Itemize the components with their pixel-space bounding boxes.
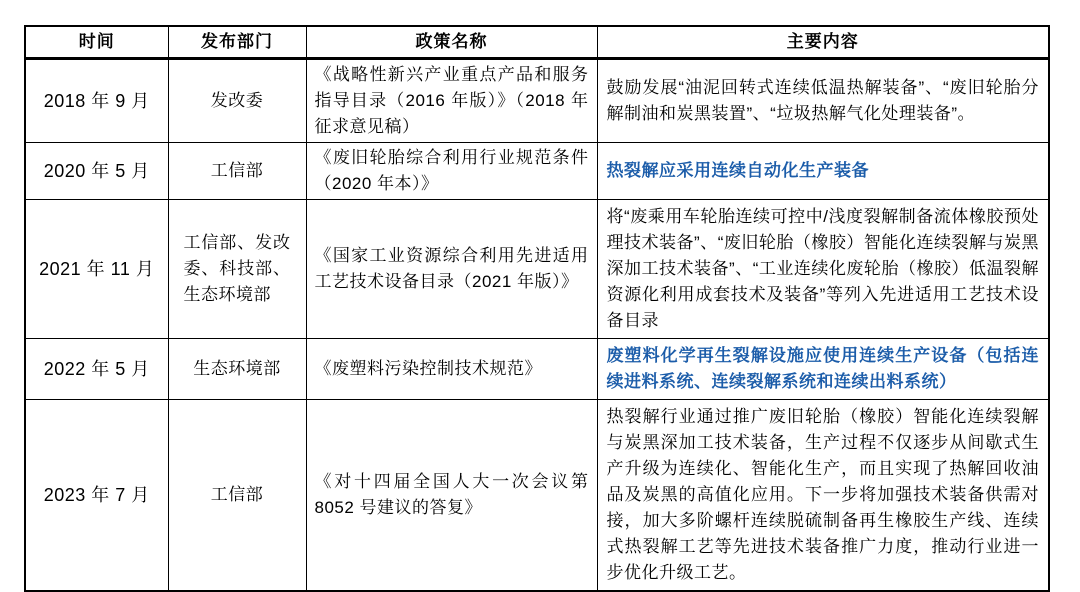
cell-content: 热裂解应采用连续自动化生产装备 — [597, 142, 1049, 199]
cell-time: 2018 年 9 月 — [25, 58, 168, 142]
cell-content: 将“废乘用车轮胎连续可控中/浅度裂解制备流体橡胶预处理技术装备”、“废旧轮胎（橡胶）智能化连续裂解与炭黑深加工技术装备”、“工业连续化废轮胎（橡胶）低温裂解资源化利用成套技术及装备”等列入先进适用工艺技术设备目录 — [597, 199, 1049, 338]
table-row — [25, 142, 1049, 199]
cell-content: 废塑料化学再生裂解设施应使用连续生产设备（包括连续进料系统、连续裂解系统和连续出料系统） — [597, 338, 1049, 399]
cell-dept: 工信部 — [168, 399, 306, 591]
cell-content: 鼓励发展“油泥回转式连续低温热解装备”、“废旧轮胎分解制油和炭黑装置”、“垃圾热解气化处理装备”。 — [597, 58, 1049, 142]
table-row — [25, 199, 1049, 338]
cell-dept: 生态环境部 — [168, 338, 306, 399]
cell-time: 2020 年 5 月 — [25, 142, 168, 199]
cell-policy: 《国家工业资源综合利用先进适用工艺技术设备目录（2021 年版）》 — [306, 199, 597, 338]
header-cell-content: 主要内容 — [597, 26, 1049, 58]
header-cell-time: 时间 — [25, 26, 168, 58]
cell-policy: 《战略性新兴产业重点产品和服务指导目录（2016 年版）》（2018 年征求意见稿） — [306, 58, 597, 142]
table-row — [25, 399, 1049, 591]
cell-policy: 《废塑料污染控制技术规范》 — [306, 338, 597, 399]
table-row — [25, 58, 1049, 142]
cell-dept: 发改委 — [168, 58, 306, 142]
cell-content: 热裂解行业通过推广废旧轮胎（橡胶）智能化连续裂解与炭黑深加工技术装备，生产过程不仅逐步从间歇式生产升级为连续化、智能化生产，而且实现了热解回收油品及炭黑的高值化应用。下一步将加强技术装备供需对接，加大多阶螺杆连续脱硫制备再生橡胶生产线、连续式热裂解工艺等先进技术装备推广力度，推动行业进一步优化升级工艺。 — [597, 399, 1049, 591]
table-row — [25, 338, 1049, 399]
cell-time: 2021 年 11 月 — [25, 199, 168, 338]
cell-dept: 工信部、发改委、科技部、生态环境部 — [168, 199, 306, 338]
policy-table — [24, 25, 1050, 592]
header-row — [25, 26, 1049, 58]
header-cell-dept: 发布部门 — [168, 26, 306, 58]
cell-time: 2022 年 5 月 — [25, 338, 168, 399]
cell-dept: 工信部 — [168, 142, 306, 199]
cell-policy: 《废旧轮胎综合利用行业规范条件（2020 年本）》 — [306, 142, 597, 199]
cell-time: 2023 年 7 月 — [25, 399, 168, 591]
table-body — [25, 58, 1049, 591]
cell-policy: 《对十四届全国人大一次会议第 8052 号建议的答复》 — [306, 399, 597, 591]
header-cell-policy: 政策名称 — [306, 26, 597, 58]
